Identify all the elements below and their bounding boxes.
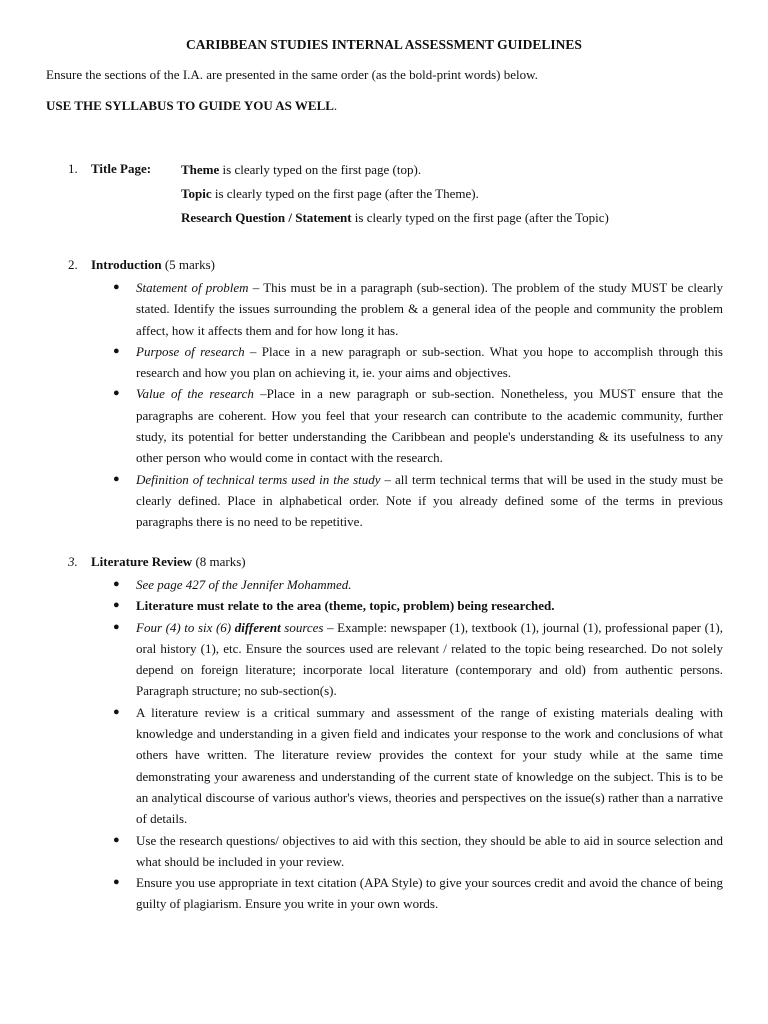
item-text: Ensure you use appropriate in text citation (APA Style) to give your sources credit and avoid the chance of being guilty of plagiarism. Ensure you write in your own words.	[136, 875, 723, 912]
list-item	[0, 872, 723, 915]
item-lead: Value of the research	[136, 386, 254, 402]
item-lead: Definition of technical terms used in the study	[136, 471, 381, 487]
item-text: – Place in a new paragraph or sub-section. What you hope to accomplish through this research and how you plan on achieving it, ie. your aims and objectives.	[136, 343, 723, 381]
bullet-icon: ●	[113, 620, 120, 633]
section-heading	[91, 257, 215, 273]
item-lead: Purpose of research	[136, 343, 245, 359]
list-item	[0, 702, 723, 830]
item-lead: Four (4) to six (6)	[136, 619, 235, 635]
list-item	[0, 595, 723, 616]
intro-paragraph: Ensure the sections of the I.A. are presented in the same order (as the bold-print words) below.	[46, 67, 538, 82]
title-page-row	[181, 161, 609, 185]
bullet-icon: ●	[113, 833, 120, 846]
syllabus-note-text: USE THE SYLLABUS TO GUIDE YOU AS WELL	[46, 98, 334, 113]
row-text: is clearly typed on the first page (top).	[219, 162, 422, 177]
title-page-row	[181, 185, 609, 209]
bullet-icon: ●	[113, 387, 120, 400]
section-number: 2.	[68, 257, 78, 272]
item-text: – all term technical terms that will be used in the study must be clearly defined. Place in alphabetical order. Note if you already defined some of the terms in previous paragraphs there is no need to be repetitive.	[136, 471, 723, 530]
list-item	[0, 617, 723, 702]
title-page-row	[181, 209, 609, 233]
section-number: 3.	[68, 554, 78, 569]
row-text: is clearly typed on the first page (after the Topic)	[351, 210, 609, 225]
row-text: is clearly typed on the first page (after the Theme).	[211, 186, 479, 201]
item-text: Use the research questions/ objectives to aid with this section, they should be able to aid in source selection and what should be included in your review.	[136, 832, 723, 869]
section-marks: (5 marks)	[161, 257, 215, 272]
title-page-rows	[181, 161, 609, 233]
row-label: Theme	[181, 162, 220, 177]
literature-review-bullets	[0, 574, 768, 915]
bullet-icon: ●	[113, 281, 120, 293]
section-heading	[91, 161, 151, 177]
bullet-icon: ●	[113, 344, 120, 357]
item-lead-tail: sources	[280, 619, 324, 635]
syllabus-note	[46, 98, 337, 114]
row-label: Research Question / Statement	[181, 210, 352, 225]
list-item	[0, 383, 723, 468]
row-label: Topic	[181, 186, 212, 201]
introduction-bullets	[0, 277, 768, 533]
list-item	[0, 341, 723, 384]
list-item	[0, 469, 723, 533]
bullet-icon: ●	[113, 599, 120, 612]
bullet-icon: ●	[113, 876, 120, 889]
bullet-icon: ●	[113, 472, 120, 485]
item-lead: Statement of problem	[136, 280, 249, 295]
item-lead-emphasis: different	[234, 619, 281, 635]
document-title: CARIBBEAN STUDIES INTERNAL ASSESSMENT GUIDELINES	[186, 37, 582, 52]
section-marks: (8 marks)	[192, 554, 246, 569]
section-heading-text: Literature Review	[91, 554, 193, 569]
bullet-icon: ●	[113, 578, 120, 590]
item-text: –Place in a new paragraph or sub-section. Nonetheless, you MUST ensure that the paragraphs are coherent. How you feel that your research can contribute to the academic community, further study, its potential for better understanding the Caribbean and people's understanding & its usefulness to any other person who would come in contact with the research.	[136, 386, 723, 466]
section-heading-text: Introduction	[91, 257, 162, 272]
list-item	[0, 277, 723, 341]
bullet-icon: ●	[113, 705, 120, 718]
item-text: A literature review is a critical summary and assessment of the range of existing materials dealing with knowledge and understanding in a given field and indicates your response to the work and conclusions of what others have written. The literature review provides the context for your study while at the same time demonstrating your awareness and understanding of the current state of knowledge on the subject. This is to be an analytical discourse of various author's views, theories and perspectives on the issue(s) rather than a narrative of details.	[136, 704, 723, 827]
list-item	[0, 574, 723, 595]
list-item	[0, 830, 723, 873]
section-number: 1.	[68, 161, 78, 176]
section-heading	[91, 554, 246, 570]
item-text: Literature must relate to the area (theme, topic, problem) being researched.	[136, 598, 555, 614]
item-text: – Example: newspaper (1), textbook (1), journal (1), professional paper (1), oral history (1), etc. Ensure the sources used are relevant / related to the topic being researched. Do not solely depend on foreign literature; incorporate local literature (contemporary and old) from authentic persons. Paragraph structure; no sub-section(s).	[136, 619, 723, 699]
section-heading-text: Title Page:	[91, 161, 152, 176]
syllabus-note-period: .	[333, 98, 338, 113]
item-text: See page 427 of the Jennifer Mohammed.	[136, 577, 352, 592]
item-text: – This must be in a paragraph (sub-section). The problem of the study MUST be clearly stated. Identify the issues surrounding the problem & a general idea of the people and community the problem affect, how it affects them and for how long it has.	[136, 280, 723, 338]
